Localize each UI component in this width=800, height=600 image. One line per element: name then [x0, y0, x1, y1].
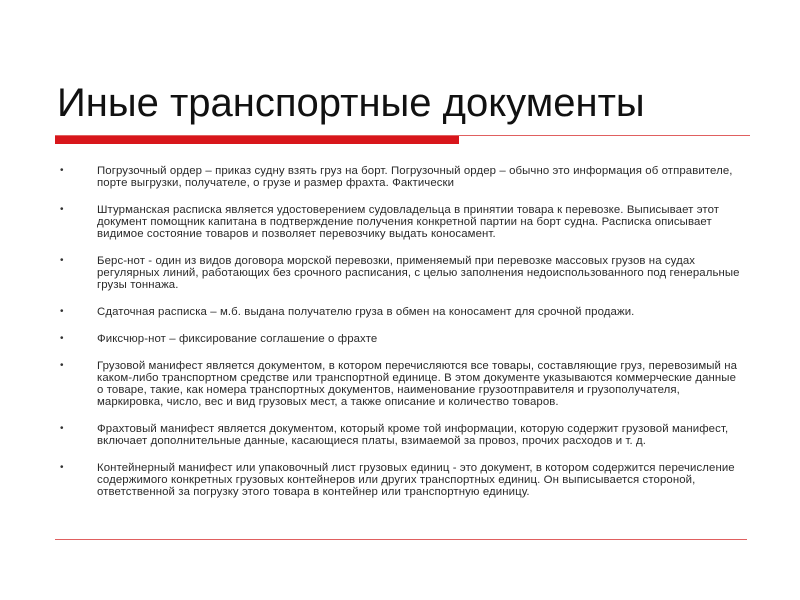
list-item	[60, 306, 740, 318]
list-item	[60, 423, 740, 447]
list-item-text: Сдаточная расписка – м.б. выдана получателю груза в обмен на коносамент для срочной продажи.	[97, 306, 635, 318]
slide-title: Иные транспортные документы	[57, 81, 645, 125]
list-item	[60, 204, 740, 240]
bullet-icon: •	[60, 255, 64, 266]
list-item-text: Контейнерный манифест или упаковочный лист грузовых единиц - это документ, в котором содержится перечисление содержимого конкретных грузовых контейнеров или других транспортных единиц. Он выписывается стороной, ответственной за погрузку этого товара в контейнер или транспортную единицу.	[97, 462, 735, 498]
list-item	[60, 360, 740, 408]
bullet-icon: •	[60, 306, 64, 317]
list-item-text: Берс-нот - один из видов договора морской перевозки, применяемый при перевозке массовых грузов на судах регулярных линий, работающих без срочного расписания, с целью заполнения недоиспользованного под генеральные грузы тоннажа.	[97, 255, 740, 291]
list-item	[60, 462, 740, 498]
list-item-text: Грузовой манифест является документом, в котором перечисляются все товары, составляющие груз, перевозимый на каком-либо транспортном средстве или транспортной единице. В этом документе указываются коммерческие данные о товаре, такие, как номера транспортных документов, наименование грузоотправителя и грузополучателя, маркировка, число, вес и вид грузовых мест, а также описание и количество товаров.	[97, 360, 738, 408]
bullet-list	[60, 165, 740, 513]
list-item-text: Штурманская расписка является удостоверением судовладельца в принятии товара к перевозке. Выписывает этот документ помощник капитана в подтверждение получения конкретной партии на борт судна. Расписка описывает видимое состояние товаров и позволяет перевозчику выдать коносамент.	[97, 204, 720, 240]
bullet-icon: •	[60, 165, 64, 176]
bullet-icon: •	[60, 204, 64, 215]
bullet-icon: •	[60, 423, 64, 434]
list-item-text: Фиксчюр-нот – фиксирование соглашение о фрахте	[97, 333, 378, 345]
bullet-icon: •	[60, 462, 64, 473]
bullet-icon: •	[60, 360, 64, 371]
title-underline-accent-bar	[55, 136, 459, 144]
footer-divider	[55, 539, 747, 540]
list-item	[60, 255, 740, 291]
bullet-icon: •	[60, 333, 64, 344]
list-item-text: Фрахтовый манифест является документом, который кроме той информации, которую содержит грузовой манифест, включает дополнительные данные, касающиеся платы, взимаемой за провоз, прочих расходов и т. д.	[97, 423, 729, 447]
list-item	[60, 165, 740, 189]
list-item	[60, 333, 740, 345]
list-item-text: Погрузочный ордер – приказ судну взять груз на борт. Погрузочный ордер – обычно это информация об отправителе, порте выгрузки, получателе, о грузе и размер фрахта. Фактически	[97, 165, 733, 189]
